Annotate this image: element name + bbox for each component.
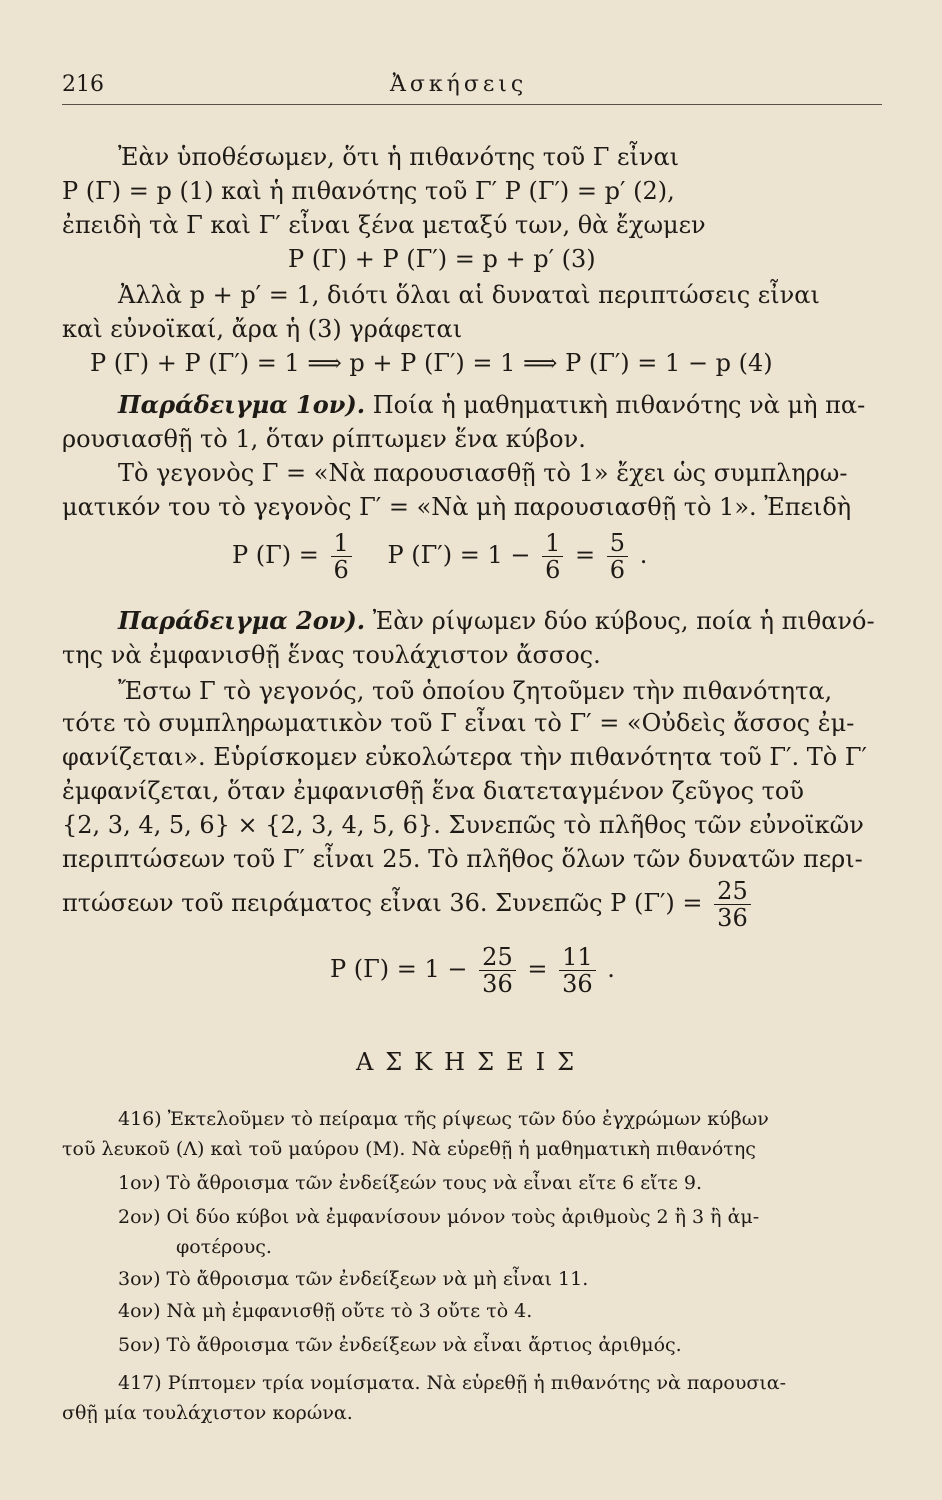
text-span: Ἐὰν ρίψωμεν δύο κύβους, ποία ἡ πιθανό- (365, 607, 875, 635)
math-text: . (639, 541, 648, 569)
exercise-line: σθῇ μία τουλάχιστον κορώνα. (62, 1402, 353, 1424)
denominator: 36 (482, 970, 513, 998)
equation-line: P (Γ) + P (Γ′) = 1 ⟹ p + P (Γ′) = 1 ⟹ P (Γ′) = 1 − p (4) (90, 349, 773, 377)
text-line: Ἀλλὰ p + p′ = 1, διότι ὅλαι αἱ δυναταὶ περιπτώσεις εἶναι (118, 281, 820, 309)
text-line: ἐπειδὴ τὰ Γ καὶ Γ′ εἶναι ξένα μεταξύ των, θὰ ἔχωμεν (62, 211, 706, 239)
numerator: 25 (714, 878, 751, 905)
example-2-paragraph (118, 606, 875, 636)
text-line: ματικόν του τὸ γεγονὸς Γ′ = «Νὰ μὴ παρουσιασθῇ τὸ 1». Ἐπειδὴ (62, 493, 852, 521)
text-line: ρουσιασθῇ τὸ 1, ὅταν ρίπτωμεν ἕνα κύβον. (62, 425, 586, 453)
example-1-paragraph (118, 390, 865, 420)
text-line: P (Γ) = p (1) καὶ ἡ πιθανότης τοῦ Γ′ P (Γ′) = p′ (2), (62, 177, 675, 205)
text-line: Τὸ γεγονὸς Γ = «Νὰ παρουσιασθῇ τὸ 1» ἔχει ὡς συμπληρω- (118, 459, 848, 487)
exercise-line: 2ον) Οἱ δύο κύβοι νὰ ἐμφανίσουν μόνον τοὺς ἀριθμοὺς 2 ἢ 3 ἢ ἀμ- (118, 1206, 760, 1228)
text-line: Ἔστω Γ τὸ γεγονός, τοῦ ὁποίου ζητοῦμεν τὴν πιθανότητα, (118, 677, 833, 705)
math-text: P (Γ′) = 1 − (387, 541, 531, 569)
fraction-line (62, 878, 755, 931)
exercise-line: 3ον) Τὸ ἄθροισμα τῶν ἐνδείξεων νὰ μὴ εἶναι 11. (118, 1268, 589, 1290)
text-line: περιπτώσεων τοῦ Γ′ εἶναι 25. Τὸ πλῆθος ὅλων τῶν δυνατῶν περι- (62, 845, 863, 873)
fraction (714, 878, 751, 931)
fraction (331, 530, 352, 583)
text-line: ἐμφανίζεται, ὅταν ἐμφανισθῇ ἕνα διατεταγμένον ζεῦγος τοῦ (62, 777, 804, 805)
exercise-line: φοτέρους. (176, 1236, 272, 1258)
text-line: Ἐὰν ὑποθέσωμεν, ὅτι ἡ πιθανότης τοῦ Γ εἶναι (118, 143, 680, 171)
numerator: 11 (559, 944, 596, 971)
exercise-line: 416) Ἐκτελοῦμεν τὸ πείραμα τῆς ρίψεως τῶν δύο ἐγχρώμων κύβων (118, 1108, 769, 1130)
running-title: Ἀσκήσεις (390, 72, 528, 97)
header-rule (62, 104, 882, 105)
example-label: Παράδειγμα 1ον). (118, 390, 366, 419)
text-line: καὶ εὐνοϊκαί, ἄρα ἡ (3) γράφεται (62, 315, 463, 343)
text-line: {2, 3, 4, 5, 6} × {2, 3, 4, 5, 6}. Συνεπῶς τὸ πλῆθος τῶν εὐνοϊκῶν (62, 811, 864, 839)
exercise-line: τοῦ λευκοῦ (Λ) καὶ τοῦ μαύρου (Μ). Νὰ εὑρεθῇ ἡ μαθηματικὴ πιθανότης (62, 1138, 756, 1160)
denominator: 6 (333, 556, 349, 584)
exercises-heading: ΑΣΚΗΣΕΙΣ (355, 1048, 587, 1076)
fraction (542, 530, 563, 583)
math-text: πτώσεων τοῦ πειράματος εἶναι 36. Συνεπῶς P (Γ′) = (62, 889, 703, 917)
numerator: 5 (607, 530, 628, 557)
fraction (607, 530, 628, 583)
page-number: 216 (62, 72, 104, 97)
example-label: Παράδειγμα 2ον). (118, 606, 366, 635)
fraction-equation (330, 944, 615, 997)
math-text: . (607, 955, 615, 983)
exercise-line: 4ον) Νὰ μὴ ἐμφανισθῇ οὔτε τὸ 3 οὔτε τὸ 4. (118, 1300, 533, 1322)
numerator: 25 (479, 944, 516, 971)
text-span: Ποία ἡ μαθηματικὴ πιθανότης νὰ μὴ πα- (365, 391, 866, 419)
math-text: P (Γ) = 1 − (330, 955, 468, 983)
text-line: της νὰ ἐμφανισθῇ ἕνας τουλάχιστον ἄσσος. (62, 641, 601, 669)
exercise-line: 1ον) Τὸ ἄθροισμα τῶν ἐνδείξεών τους νὰ εἶναι εἴτε 6 εἴτε 9. (118, 1172, 703, 1194)
text-line: φανίζεται». Εὑρίσκομεν εὐκολώτερα τὴν πιθανότητα τοῦ Γ′. Τὸ Γ′ (62, 743, 867, 771)
text-line: τότε τὸ συμπληρωματικὸν τοῦ Γ εἶναι τὸ Γ′ = «Οὐδεὶς ἄσσος ἐμ- (62, 709, 855, 737)
denominator: 36 (562, 970, 593, 998)
numerator: 1 (331, 530, 352, 557)
math-text: = (575, 541, 596, 569)
numerator: 1 (542, 530, 563, 557)
math-text: P (Γ) = (232, 541, 319, 569)
exercise-line: 417) Ρίπτομεν τρία νομίσματα. Νὰ εὑρεθῇ ἡ πιθανότης νὰ παρουσια- (118, 1372, 787, 1394)
fraction (479, 944, 516, 997)
equation-line: P (Γ) + P (Γ′) = p + p′ (3) (288, 245, 596, 273)
fraction (559, 944, 596, 997)
denominator: 6 (545, 556, 561, 584)
fraction-equation (232, 530, 647, 583)
exercise-line: 5ον) Τὸ ἄθροισμα τῶν ἐνδείξεων νὰ εἶναι ἄρτιος ἀριθμός. (118, 1334, 682, 1356)
denominator: 36 (717, 904, 748, 932)
denominator: 6 (609, 556, 626, 584)
math-text: = (527, 955, 548, 983)
